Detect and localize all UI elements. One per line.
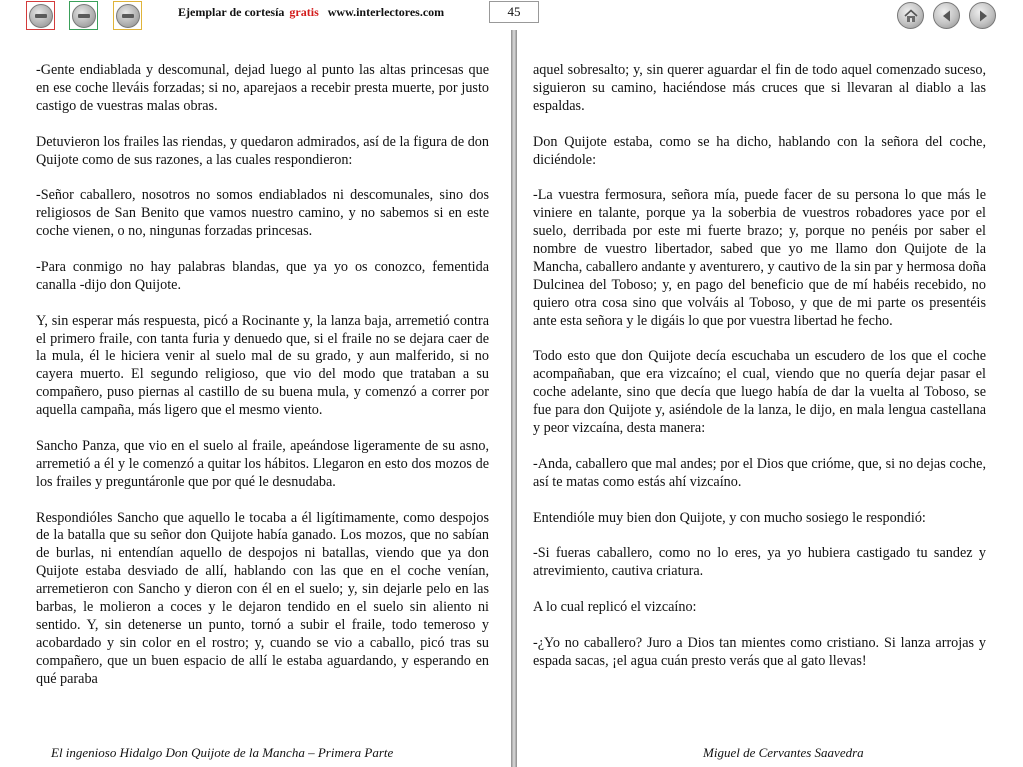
previous-page-button[interactable] <box>933 2 960 29</box>
promo-prefix: Ejemplar de cortesía <box>178 5 285 19</box>
page-number-field[interactable]: 45 <box>489 1 539 23</box>
paragraph: Todo esto que don Quijote decía escuchaba un escudero de los que el coche acompañaban, que era vizcaíno; el cual, viendo que no quería dejar pasar el coche adelante, sino que decía que luego había de dar la vuelta al Toboso, se fue para don Quijote y, asiéndole de la lanza, le dijo, en mala lengua castellana y peor vizcaína, desta manera: <box>533 348 986 437</box>
footer-book-title: El ingenioso Hidalgo Don Quijote de la Mancha – Primera Parte <box>51 745 394 760</box>
paragraph: -Anda, caballero que mal andes; por el Dios que crióme, que, si no dejas coche, así te matas como estás ahí vizcaíno. <box>533 455 986 490</box>
paragraph: Detuvieron los frailes las riendas, y quedaron admirados, así de la figura de don Quijote como de sus razones, a las cuales respondieron: <box>36 133 489 168</box>
zoom-out-button-green[interactable] <box>69 1 98 30</box>
paragraph: Don Quijote estaba, como se ha dicho, hablando con la señora del coche, diciéndole: <box>533 133 986 168</box>
paragraph: -Si fueras caballero, como no lo eres, ya yo hubiera castigado tu sandez y atrevimiento, cautiva criatura. <box>533 545 986 580</box>
zoom-out-button-yellow[interactable] <box>113 1 142 30</box>
home-button[interactable] <box>897 2 924 29</box>
home-icon <box>903 8 919 24</box>
footer-author: Miguel de Cervantes Saavedra <box>703 745 864 760</box>
promo-gratis: gratis <box>289 5 319 19</box>
minus-icon <box>29 4 53 28</box>
paragraph: -Señor caballero, nosotros no somos endiablados ni descomunales, sino dos religiosos de San Benito que vamos nuestro camino, y no sabemos si en este coche vienen, o no, ningunas forzadas princesas. <box>36 187 489 240</box>
paragraph: Y, sin esperar más respuesta, picó a Rocinante y, la lanza baja, arremetió contra el primero fraile, con tanta furia y denuedo que, si el fraile no se dejara caer de la mula, él le hiciera venir al suelo mal de su grado, y aun malferido, si no cayera muerto. El segundo religioso, que vio del modo que trataban a su compañero, puso piernas al castillo de su buena mula, y comenzó a correr por aquella campaña, más ligero que el mesmo viento. <box>36 312 489 419</box>
paragraph: -La vuestra fermosura, señora mía, puede facer de su persona lo que más le viniere en talante, porque ya la soberbia de vuestros robadores yace por el suelo, derribada por este mi fuerte brazo; y, porque no penéis por saber el nombre de vuestro libertador, sabed que yo me llamo don Quijote de la Mancha, caballero andante y aventurero, y cautivo de la sin par y hermosa doña Dulcinea del Toboso; y, en pago del beneficio que de mí habéis recebido, no quiero otra cosa sino que volváis al Toboso, y que de mi parte os presentéis ante esta señora y le digáis lo que por vuestra libertad he fecho. <box>533 187 986 329</box>
arrow-right-icon <box>975 8 991 24</box>
right-page-text <box>533 62 986 689</box>
promo-link[interactable]: www.interlectores.com <box>327 5 445 19</box>
paragraph: aquel sobresalto; y, sin querer aguardar el fin de todo aquel comenzado suceso, siguieron su camino, haciéndose más cruces que si llevaran al diablo a las espaldas. <box>533 62 986 114</box>
zoom-out-button-red[interactable] <box>26 1 55 30</box>
paragraph: -¿Yo no caballero? Juro a Dios tan mientes como cristiano. Si lanza arrojas y espada sacas, ¡el agua cuán presto verás que al gato llevas! <box>533 634 986 669</box>
paragraph: A lo cual replicó el vizcaíno: <box>533 599 697 616</box>
paragraph: Respondióles Sancho que aquello le tocaba a él ligítimamente, como despojos de la batalla que su señor don Quijote había ganado. Los mozos, que no sabían de burlas, ni entendían aquello de despojos ni batallas, viendo que ya don Quijote estaba desviado de allí, hablando con las que en el coche venían, arremetieron con Sancho y dieron con él en el suelo; y, sin dejarle pelo en las barbas, le molieron a coces y le dejaron tendido en el suelo sin aliento ni sentido. Y, sin detenerse un punto, tornó a subir el fraile, todo temeroso y acobardado y sin color en el rostro; y, cuando se vio a caballo, picó tras su compañero, que un buen espacio de allí le estaba aguardando, y esperando en qué paraba <box>36 509 489 687</box>
paragraph: -Gente endiablada y descomunal, dejad luego al punto las altas princesas que en ese coche lleváis forzadas; si no, aparejaos a recebir presta muerte, por justo castigo de vuestras malas obras. <box>36 62 489 114</box>
arrow-left-icon <box>939 8 955 24</box>
minus-icon <box>72 4 96 28</box>
left-page-text <box>36 62 489 707</box>
promo-banner <box>178 5 444 20</box>
paragraph: Entendióle muy bien don Quijote, y con mucho sosiego le respondió: <box>533 509 926 526</box>
minus-icon <box>116 4 140 28</box>
top-toolbar <box>0 0 1023 30</box>
book-spine-divider <box>511 30 517 767</box>
paragraph: Sancho Panza, que vio en el suelo al fraile, apeándose ligeramente de su asno, arremetió a él y le comenzó a quitar los hábitos. Llegaron en esto dos mozos de los frailes y preguntáronle que por qué le desnudaba. <box>36 437 489 490</box>
next-page-button[interactable] <box>969 2 996 29</box>
paragraph: -Para conmigo no hay palabras blandas, que ya yo os conozco, fementida canalla -dijo don Quijote. <box>36 258 489 293</box>
